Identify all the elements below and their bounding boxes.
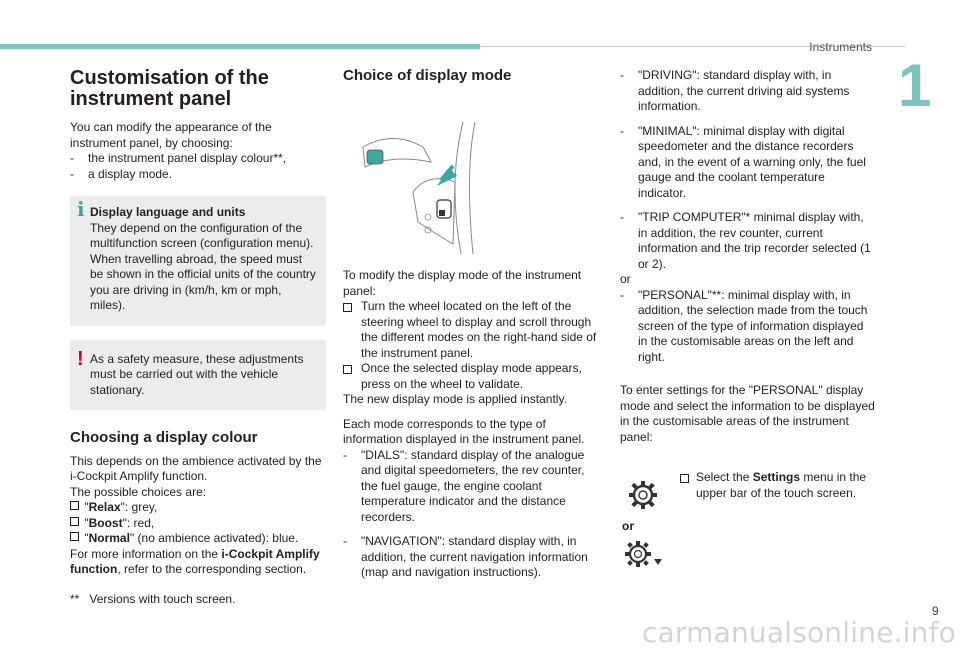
settings-instruction: Select the Settings menu in the upper bar of the touch screen. (680, 470, 896, 501)
info-icon: i (77, 197, 85, 221)
settings-gear-dropdown-icon (624, 539, 664, 569)
mode-item-trip-computer: - "TRIP COMPUTER"* minimal display with, in addition, the rev counter, current information and the trip recorder selected (1 or 2). (620, 210, 871, 271)
page-number: 9 (932, 604, 939, 618)
paragraph: This depends on the ambience activated by the i-Cockpit Amplify function. (70, 453, 322, 483)
watermark: carmanualsonline.info (641, 616, 956, 649)
intro-text: You can modify the appearance of the instrument panel, by choosing: (70, 120, 272, 150)
list-item: - the instrument panel display colour**, (70, 151, 287, 165)
paragraph: Each mode corresponds to the type of information displayed in the instrument panel. (343, 416, 585, 446)
list-item: "Normal" (no ambience activated): blue. (70, 531, 326, 547)
column-3 (620, 68, 876, 445)
section-heading: Choice of display mode (343, 67, 512, 84)
page-title: Customisation of the instrument panel (70, 67, 269, 110)
section-title: Instruments (809, 40, 872, 54)
paragraph: The possible choices are: (70, 484, 207, 499)
steering-wheel-illustration (353, 122, 513, 254)
warning-box (70, 340, 326, 411)
header-accent-rule (0, 44, 480, 49)
paragraph: For more information on the i-Cockpit Amplify function, refer to the corresponding section. (70, 546, 320, 576)
column-2 (343, 68, 603, 581)
paragraph: The new display mode is applied instantly. (343, 392, 567, 406)
step-item: Once the selected display mode appears, press on the wheel to validate. (343, 361, 603, 392)
step-item: Turn the wheel located on the left of the steering wheel to display and scroll through the different modes on the right-hand side of the instrument panel. (343, 299, 603, 361)
info-text: They depend on the configuration of the multifunction screen (configuration menu). When travelling abroad, the speed must be shown in the official units of the country you are driving in (km/h, km or mph, miles). (90, 220, 316, 312)
column-1 (70, 68, 326, 578)
paragraph: To enter settings for the "PERSONAL" display mode and select the information to be displayed in the customisable areas of the instrument panel: (620, 383, 875, 444)
footnote: ** Versions with touch screen. (70, 592, 236, 606)
list-item: "Boost": red, (70, 516, 326, 532)
warning-text: As a safety measure, these adjustments must be carried out with the vehicle stationary. (90, 351, 304, 397)
section-heading: Choosing a display colour (70, 429, 258, 446)
paragraph: To modify the display mode of the instrument panel: (343, 268, 582, 298)
info-box (70, 196, 326, 326)
or-text: or (620, 272, 631, 286)
warning-icon: ! (77, 347, 84, 370)
mode-item-navigation: - "NAVIGATION": standard display with, in addition, the current navigation information (map and navigation instructions). (343, 534, 588, 579)
list-item: - a display mode. (70, 166, 173, 181)
mode-item-personal: - "PERSONAL"**: minimal display with, in addition, the selection made from the touch screen of the type of information displayed in the customisable areas on the left and right. (620, 287, 868, 364)
mode-item-dials: - "DIALS": standard display of the analogue and digital speedometers, the rev counter, the fuel gauge, the engine coolant temperature indicator and the distance recorders. (343, 447, 585, 524)
or-label: or (622, 519, 634, 533)
chapter-number: 1 (898, 52, 932, 119)
settings-gear-icon (627, 479, 659, 511)
mode-item-driving: - "DRIVING": standard display with, in addition, the current driving aid systems information. (620, 68, 850, 113)
info-title: Display language and units (90, 205, 246, 219)
list-item: "Relax": grey, (70, 500, 326, 516)
mode-item-minimal: - "MINIMAL": minimal display with digital speedometer and the distance recorders and, in the event of a warning only, the fuel gauge and the coolant temperature indicator. (620, 123, 866, 200)
